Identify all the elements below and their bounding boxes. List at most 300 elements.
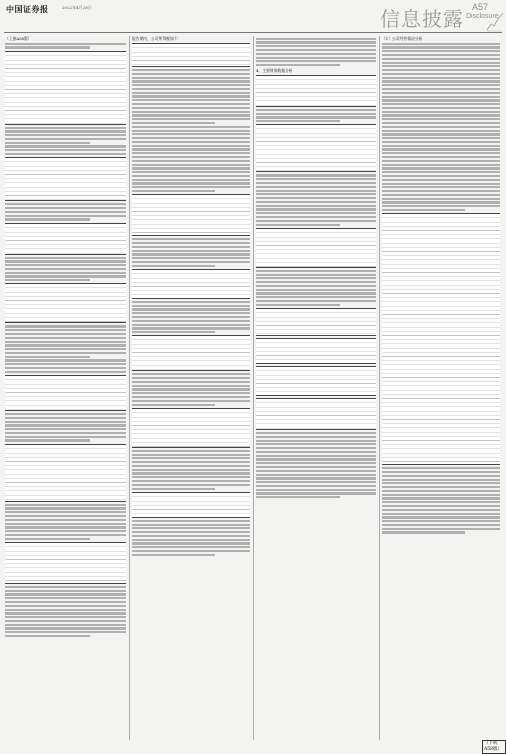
body-text-line <box>5 153 126 155</box>
body-text-line <box>132 242 250 244</box>
body-text-line <box>382 99 500 101</box>
column-heading: （1）公司经营情况分析 <box>382 36 423 41</box>
body-text-line <box>132 84 250 86</box>
body-text-line <box>256 197 376 199</box>
body-text-line <box>132 257 250 259</box>
body-text-line <box>256 304 340 306</box>
body-text-line <box>132 148 250 150</box>
body-text-line <box>382 107 500 109</box>
body-text-line <box>382 122 500 124</box>
body-text-line <box>132 381 250 383</box>
body-text-line <box>256 462 376 464</box>
body-text-line <box>382 103 500 105</box>
body-text-line <box>382 198 500 200</box>
body-text-line <box>5 367 126 369</box>
body-text-line <box>382 164 500 166</box>
body-text-line <box>382 65 500 67</box>
body-text-line <box>5 127 126 129</box>
body-text-line <box>256 38 376 40</box>
body-text-line <box>382 58 500 60</box>
body-text-line <box>382 531 465 533</box>
body-text-line <box>132 69 250 71</box>
body-text-line <box>132 324 250 326</box>
column-divider <box>129 36 130 740</box>
financial-table <box>132 492 250 518</box>
body-text-line <box>5 612 126 614</box>
body-text-line <box>256 292 376 294</box>
body-text-line <box>256 120 340 122</box>
body-text-line <box>382 183 500 185</box>
body-text-line <box>132 554 215 556</box>
body-text-line <box>256 60 376 62</box>
body-text-line <box>5 635 90 637</box>
body-text-line <box>132 396 250 398</box>
body-text-line <box>382 46 500 48</box>
body-text-line <box>382 497 500 499</box>
body-text-line <box>132 99 250 101</box>
body-text-line <box>256 485 376 487</box>
body-text-line <box>5 203 126 205</box>
article-column-4 <box>382 36 500 744</box>
body-text-line <box>132 141 250 143</box>
body-text-line <box>5 504 126 506</box>
body-text-line <box>132 77 250 79</box>
body-text-line <box>5 413 126 415</box>
body-text-line <box>132 373 250 375</box>
body-text-line <box>5 530 126 532</box>
body-text-line <box>382 148 500 150</box>
body-text-line <box>256 64 340 66</box>
body-text-line <box>132 261 250 263</box>
body-text-line <box>5 616 126 618</box>
financial-table <box>132 335 250 371</box>
body-text-line <box>132 122 215 124</box>
body-text-line <box>5 620 126 622</box>
body-text-line <box>5 272 126 274</box>
financial-table <box>256 338 376 364</box>
body-text-line <box>382 528 500 530</box>
body-text-line <box>382 520 500 522</box>
body-text-line <box>5 605 126 607</box>
body-text-line <box>256 57 376 59</box>
financial-table <box>5 444 126 502</box>
body-text-line <box>132 308 250 310</box>
body-text-line <box>256 496 340 498</box>
body-text-line <box>5 432 126 434</box>
body-text-line <box>382 175 500 177</box>
financial-table <box>382 213 500 465</box>
body-text-line <box>132 171 250 173</box>
body-text-line <box>382 54 500 56</box>
body-text-line <box>5 218 90 220</box>
body-text-line <box>132 476 250 478</box>
article-column-3 <box>256 36 376 744</box>
body-text-line <box>5 43 126 45</box>
body-text-line <box>256 216 376 218</box>
body-text-line <box>256 455 376 457</box>
body-text-line <box>256 281 376 283</box>
body-text-line <box>382 156 500 158</box>
body-text-line <box>5 134 126 136</box>
body-text-line <box>256 440 376 442</box>
body-text-line <box>132 73 250 75</box>
body-text-line <box>132 461 250 463</box>
body-text-line <box>132 186 250 188</box>
body-text-line <box>132 80 250 82</box>
body-text-line <box>382 96 500 98</box>
body-text-line <box>5 215 126 217</box>
continued-notice: （下转A58版） <box>482 740 506 754</box>
body-text-line <box>5 624 126 626</box>
body-text-line <box>132 465 250 467</box>
body-text-line <box>256 205 376 207</box>
body-text-line <box>132 472 250 474</box>
body-text-line <box>132 542 250 544</box>
body-text-line <box>132 126 250 128</box>
body-text-line <box>256 109 376 111</box>
body-text-line <box>132 179 250 181</box>
financial-table <box>5 223 126 255</box>
body-text-line <box>132 454 250 456</box>
body-text-line <box>5 417 126 419</box>
financial-table <box>256 398 376 430</box>
section-english-name: Disclosure <box>466 13 499 20</box>
body-text-line <box>382 467 500 469</box>
body-text-line <box>5 257 126 259</box>
body-text-line <box>5 436 126 438</box>
body-text-line <box>132 305 250 307</box>
body-text-line <box>132 253 250 255</box>
body-text-line <box>382 479 500 481</box>
financial-table <box>256 75 376 107</box>
body-text-line <box>256 186 376 188</box>
body-text-line <box>132 160 250 162</box>
body-text-line <box>5 333 126 335</box>
body-text-line <box>256 174 376 176</box>
body-text-line <box>132 457 250 459</box>
body-text-line <box>132 137 250 139</box>
financial-table <box>256 308 376 336</box>
masthead-rule <box>4 32 502 33</box>
body-text-line <box>256 451 376 453</box>
body-text-line <box>382 62 500 64</box>
body-text-line <box>256 436 376 438</box>
body-text-line <box>382 190 500 192</box>
body-text-line <box>132 145 250 147</box>
body-text-line <box>256 474 376 476</box>
body-text-line <box>5 511 126 513</box>
body-text-line <box>5 352 126 354</box>
body-text-line <box>5 275 126 277</box>
body-text-line <box>5 325 126 327</box>
body-text-line <box>382 80 500 82</box>
body-text-line <box>382 179 500 181</box>
body-text-line <box>132 450 250 452</box>
body-text-line <box>5 260 126 262</box>
body-text-line <box>132 320 250 322</box>
body-text-line <box>132 175 250 177</box>
body-text-line <box>132 164 250 166</box>
body-text-line <box>382 130 500 132</box>
body-text-line <box>132 167 250 169</box>
body-text-line <box>5 142 90 144</box>
body-text-line <box>382 516 500 518</box>
body-text-line <box>256 477 376 479</box>
body-text-line <box>5 526 126 528</box>
financial-table <box>256 228 376 268</box>
body-text-line <box>132 531 250 533</box>
body-text-line <box>132 103 250 105</box>
financial-table <box>5 283 126 323</box>
body-text-line <box>382 84 500 86</box>
body-text-line <box>132 301 250 303</box>
issue-date: 2022年4月28日 <box>62 5 92 10</box>
body-text-line <box>382 43 500 45</box>
body-text-line <box>132 95 250 97</box>
body-text-line <box>132 156 250 158</box>
body-text-line <box>382 171 500 173</box>
body-text-line <box>5 46 90 48</box>
body-text-line <box>132 469 250 471</box>
body-text-line <box>132 524 250 526</box>
page-number: A57 <box>472 2 489 12</box>
body-text-line <box>5 439 90 441</box>
body-text-line <box>5 268 126 270</box>
body-text-line <box>256 466 376 468</box>
body-text-line <box>382 77 500 79</box>
body-text-line <box>132 550 250 552</box>
financial-table <box>256 124 376 172</box>
body-text-line <box>132 388 250 390</box>
body-text-line <box>5 609 126 611</box>
body-text-line <box>382 194 500 196</box>
body-text-line <box>256 481 376 483</box>
financial-table <box>5 375 126 411</box>
body-text-line <box>132 130 250 132</box>
body-text-line <box>382 73 500 75</box>
body-text-line <box>132 190 215 192</box>
body-text-line <box>382 513 500 515</box>
body-text-line <box>256 274 376 276</box>
body-text-line <box>256 49 376 51</box>
body-text-line <box>256 289 376 291</box>
column-heading: 4、主要财务数据分析 <box>256 67 293 73</box>
body-text-line <box>5 211 126 213</box>
section-headline: 信息披露 <box>380 7 464 31</box>
body-text-line <box>5 515 126 517</box>
body-text-line <box>132 182 250 184</box>
body-text-line <box>382 133 500 135</box>
body-text-line <box>132 539 250 541</box>
body-text-line <box>5 329 126 331</box>
column-divider <box>253 36 254 740</box>
body-text-line <box>382 471 500 473</box>
body-text-line <box>256 296 376 298</box>
body-text-line <box>382 160 500 162</box>
financial-table <box>132 43 250 67</box>
body-text-line <box>132 111 250 113</box>
body-text-line <box>382 201 500 203</box>
body-text-line <box>132 92 250 94</box>
body-text-line <box>256 300 376 302</box>
body-text-line <box>256 447 376 449</box>
newspaper-name: 中国证券报 <box>6 5 49 14</box>
body-text-line <box>132 546 250 548</box>
body-text-line <box>382 509 500 511</box>
body-text-line <box>132 527 250 529</box>
body-text-line <box>5 586 126 588</box>
body-text-line <box>256 470 376 472</box>
body-text-line <box>132 133 250 135</box>
body-text-line <box>256 208 376 210</box>
body-text-line <box>132 152 250 154</box>
body-text-line <box>382 524 500 526</box>
body-text-line <box>256 458 376 460</box>
body-text-line <box>5 627 126 629</box>
body-text-line <box>132 484 250 486</box>
body-text-line <box>382 88 500 90</box>
body-text-line <box>382 50 500 52</box>
body-text-line <box>5 371 126 373</box>
article-column-1 <box>5 36 126 744</box>
body-text-line <box>382 501 500 503</box>
financial-table <box>132 269 250 299</box>
trend-graph-icon <box>486 10 504 32</box>
body-text-line <box>132 392 250 394</box>
body-text-line <box>132 535 250 537</box>
column-heading: （上接A56版） <box>5 36 32 41</box>
body-text-line <box>256 178 376 180</box>
financial-table <box>5 157 126 201</box>
body-text-line <box>382 167 500 169</box>
body-text-line <box>5 428 126 430</box>
body-text-line <box>132 107 250 109</box>
body-text-line <box>132 480 250 482</box>
body-text-line <box>256 220 376 222</box>
body-text-line <box>132 385 250 387</box>
body-text-line <box>256 41 376 43</box>
body-text-line <box>132 488 215 490</box>
body-text-line <box>382 186 500 188</box>
body-text-line <box>132 404 215 406</box>
body-text-line <box>382 505 500 507</box>
financial-table <box>256 366 376 396</box>
body-text-line <box>132 377 250 379</box>
body-text-line <box>132 316 250 318</box>
body-text-line <box>256 116 376 118</box>
body-text-line <box>382 141 500 143</box>
body-text-line <box>132 312 250 314</box>
body-text-line <box>5 519 126 521</box>
body-text-line <box>256 270 376 272</box>
body-text-line <box>132 238 250 240</box>
body-text-line <box>5 507 126 509</box>
body-text-line <box>5 130 126 132</box>
body-text-line <box>382 145 500 147</box>
body-text-line <box>132 118 250 120</box>
body-text-line <box>382 475 500 477</box>
financial-table <box>132 194 250 236</box>
body-text-line <box>5 138 126 140</box>
column-divider <box>379 36 380 740</box>
body-text-line <box>382 205 500 207</box>
body-text-line <box>382 209 465 211</box>
body-text-line <box>382 92 500 94</box>
body-text-line <box>132 327 250 329</box>
body-text-line <box>5 207 126 209</box>
body-text-line <box>256 190 376 192</box>
body-text-line <box>5 145 126 147</box>
body-text-line <box>132 246 250 248</box>
body-text-line <box>5 631 126 633</box>
body-text-line <box>256 212 376 214</box>
article-column-2 <box>132 36 250 744</box>
body-text-line <box>256 277 376 279</box>
body-text-line <box>256 201 376 203</box>
body-text-line <box>5 593 126 595</box>
body-text-line <box>5 597 126 599</box>
body-text-line <box>382 137 500 139</box>
body-text-line <box>256 492 376 494</box>
body-text-line <box>132 520 250 522</box>
body-text-line <box>256 443 376 445</box>
body-text-line <box>5 149 126 151</box>
column-heading: 报告期内，公司所得税如下： <box>132 36 182 41</box>
body-text-line <box>5 356 90 358</box>
body-text-line <box>382 69 500 71</box>
body-text-line <box>132 114 250 116</box>
body-text-line <box>382 490 500 492</box>
body-text-line <box>5 348 126 350</box>
body-text-line <box>5 363 126 365</box>
body-text-line <box>382 126 500 128</box>
body-text-line <box>5 534 126 536</box>
financial-table <box>5 542 126 584</box>
body-text-line <box>382 486 500 488</box>
body-text-line <box>382 111 500 113</box>
body-text-line <box>132 250 250 252</box>
body-text-line <box>256 432 376 434</box>
financial-table <box>132 408 250 448</box>
body-text-line <box>5 601 126 603</box>
body-text-line <box>256 224 340 226</box>
body-text-line <box>256 113 376 115</box>
body-text-line <box>382 114 500 116</box>
body-text-line <box>5 590 126 592</box>
financial-table <box>5 51 126 125</box>
body-text-line <box>132 400 250 402</box>
body-text-line <box>5 424 126 426</box>
body-text-line <box>256 285 376 287</box>
body-text-line <box>256 182 376 184</box>
body-text-line <box>5 359 126 361</box>
body-text-line <box>382 494 500 496</box>
body-text-line <box>382 482 500 484</box>
body-text-line <box>256 53 376 55</box>
body-text-line <box>5 264 126 266</box>
body-text-line <box>256 45 376 47</box>
body-text-line <box>5 421 126 423</box>
body-text-line <box>132 88 250 90</box>
body-text-line <box>382 118 500 120</box>
body-text-line <box>382 152 500 154</box>
body-text-line <box>132 265 215 267</box>
body-text-line <box>5 344 126 346</box>
body-text-line <box>5 279 90 281</box>
body-text-line <box>256 489 376 491</box>
body-text-line <box>5 538 90 540</box>
body-text-line <box>132 331 215 333</box>
